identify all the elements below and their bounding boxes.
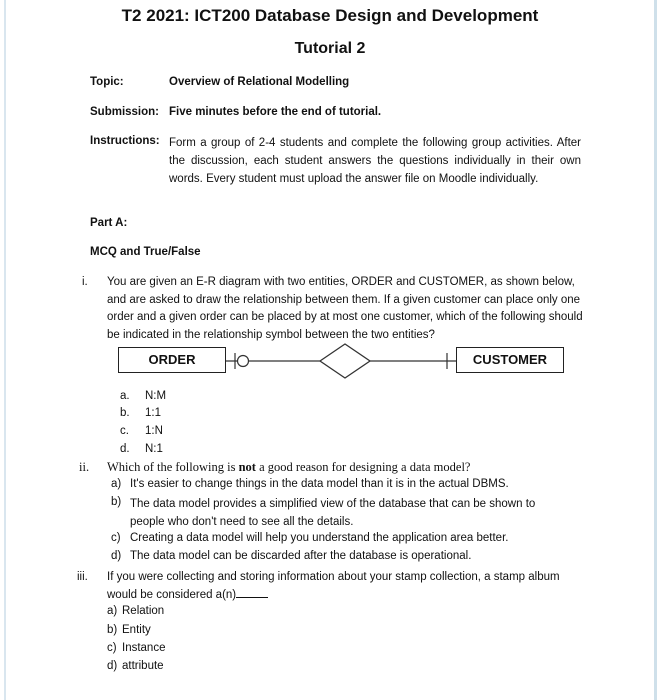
q2-option-c-text: Creating a data model will help you understand the application area better. <box>130 532 509 544</box>
instructions-label: Instructions: <box>90 135 160 147</box>
q2-option-a-letter: a) <box>111 478 122 490</box>
document-page <box>4 0 657 700</box>
question-1-number: i. <box>82 276 88 288</box>
question-1-text: You are given an E-R diagram with two entities, ORDER and CUSTOMER, as shown below, and are asked to draw the relationship between them. If a given customer can place only one order and a given order can be placed by at most one customer, which of the following should be indicated in the relationship symbol between the two entities? <box>107 276 583 341</box>
page-subtitle: Tutorial 2 <box>294 40 366 57</box>
q2-option-c-letter: c) <box>111 532 121 544</box>
question-3-text: If you were collecting and storing information about your stamp collection, a stamp album would be considered a(n) <box>107 571 560 601</box>
entity-order: ORDER <box>118 347 226 373</box>
q2-option-a-text: It's easier to change things in the data model than it is in the actual DBMS. <box>130 478 509 490</box>
q3-option-d-text: attribute <box>122 660 164 672</box>
submission-label: Submission: <box>90 106 160 118</box>
q1-option-a-text: N:M <box>145 390 167 402</box>
q2-option-d-letter: d) <box>111 550 122 562</box>
q3-option-a-text: Relation <box>122 605 165 617</box>
section-heading: MCQ and True/False <box>90 246 201 258</box>
q3-option-c-text: Instance <box>122 642 166 654</box>
relationship-diamond <box>320 344 370 378</box>
q1-option-d-text: N:1 <box>145 443 163 455</box>
q3-option-b-letter: b) <box>107 624 118 636</box>
q1-option-d-letter: d. <box>120 443 130 455</box>
question-2-number: ii. <box>79 460 90 474</box>
page-title: T2 2021: ICT200 Database Design and Development <box>121 6 539 25</box>
q3-option-b-text: Entity <box>122 624 151 636</box>
order-circle-mark <box>238 356 249 367</box>
answer-blank <box>236 587 268 598</box>
submission-value: Five minutes before the end of tutorial. <box>169 106 382 118</box>
question-2-text: Which of the following is not a good reason for designing a data model? <box>107 460 471 474</box>
q1-option-c-letter: c. <box>120 425 129 437</box>
q3-option-c-letter: c) <box>107 642 117 654</box>
q1-option-a-letter: a. <box>120 390 130 402</box>
q2-option-d-text: The data model can be discarded after the database is operational. <box>130 550 472 562</box>
entity-customer: CUSTOMER <box>456 347 564 373</box>
question-2-emphasis: not <box>238 460 256 474</box>
question-3-number: iii. <box>77 571 88 583</box>
q3-option-a-letter: a) <box>107 605 118 617</box>
instructions-text: Form a group of 2-4 students and complete the following group activities. After the discussion, each student answers the questions individually in their own words. Every student must upload the answer file on Moodle individually. <box>169 137 581 185</box>
q2-option-b-text: The data model provides a simplified view of the database that can be shown to people who don't need to see all the details. <box>130 498 536 528</box>
part-heading: Part A: <box>90 217 128 229</box>
topic-label: Topic: <box>90 76 124 88</box>
q3-option-d-letter: d) <box>107 660 118 672</box>
q1-option-b-letter: b. <box>120 407 130 419</box>
topic-value: Overview of Relational Modelling <box>169 76 350 88</box>
q1-option-b-text: 1:1 <box>145 407 161 419</box>
q2-option-b-letter: b) <box>111 496 122 508</box>
q1-option-c-text: 1:N <box>145 425 163 437</box>
